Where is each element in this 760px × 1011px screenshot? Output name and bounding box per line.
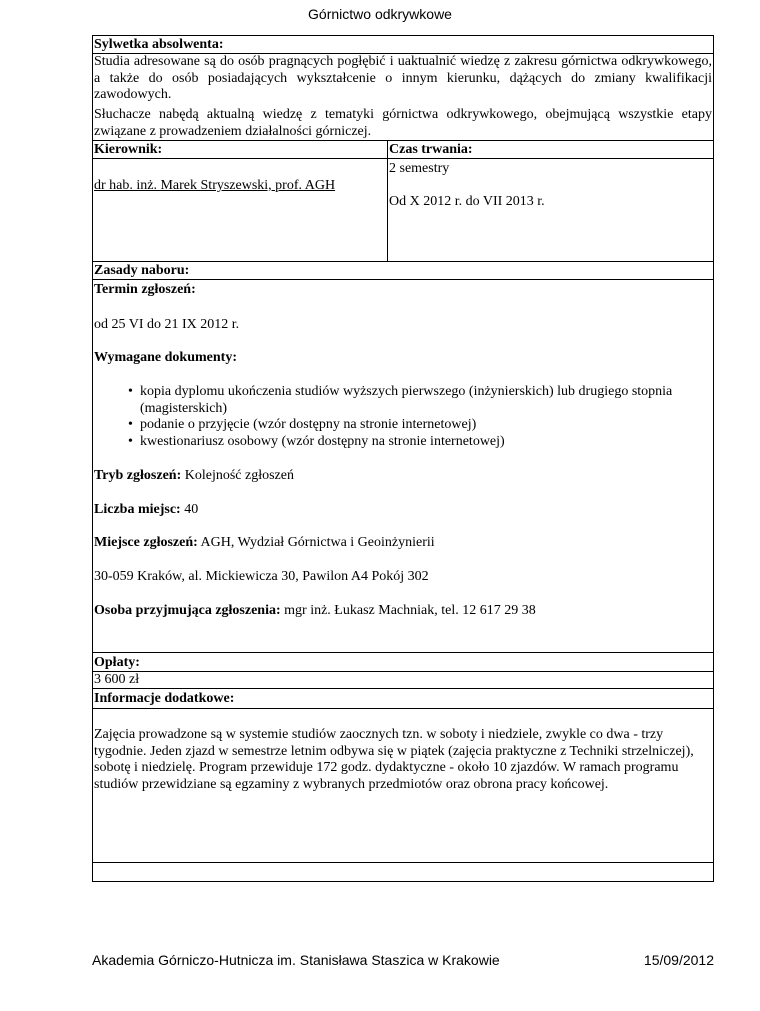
footer-date: 15/09/2012 bbox=[643, 952, 714, 968]
contact-line bbox=[94, 603, 536, 620]
place-line bbox=[94, 535, 435, 552]
divider bbox=[93, 158, 713, 159]
extra-label: Informacje dodatkowe: bbox=[94, 691, 235, 706]
page-title: Górnictwo odkrywkowe bbox=[308, 6, 452, 22]
mode-label: Tryb zgłoszeń: bbox=[94, 468, 182, 483]
admission-label: Zasady naboru: bbox=[94, 263, 190, 278]
duration-period: Od X 2012 r. do VII 2013 r. bbox=[389, 194, 545, 209]
profile-paragraph-2: Słuchacze nabędą aktualną wiedzę z tematyki górnictwa odkrywkowego, obejmującą wszystkie etapy związane z prowadzeniem działalności górniczej. bbox=[94, 107, 712, 139]
deadline-value: od 25 VI do 21 IX 2012 r. bbox=[94, 317, 240, 332]
deadline-label: Termin zgłoszeń: bbox=[94, 282, 196, 297]
divider bbox=[93, 708, 713, 709]
documents-label: Wymagane dokumenty: bbox=[94, 350, 237, 365]
places-value: 40 bbox=[184, 502, 199, 517]
extra-info-table bbox=[92, 688, 714, 863]
extra-text: Zajęcia prowadzone są w systemie studiów zaocznych tzn. w soboty i niedziele, zwykle co dwa - trzy tygodnie. Jeden zjazd w semestrze letnim odbywa się w piątek (zajęcia praktyczne z Techniki strzelniczej), sobotę i niedzielę. Program przewiduje 172 godz. dydaktyczne - około 10 zjazdów. W ramach programu studiów przewidziane są egzaminy z wybranych przedmiotów oraz obrona pracy końcowej. bbox=[94, 727, 694, 792]
documents-list bbox=[128, 384, 698, 450]
bullet-icon: • bbox=[128, 417, 133, 432]
mode-value: Kolejność zgłoszeń bbox=[184, 468, 294, 483]
document-item: podanie o przyjęcie (wzór dostępny na stronie internetowej) bbox=[140, 417, 477, 432]
profile-label: Sylwetka absolwenta: bbox=[94, 37, 224, 52]
document-item: kopia dyplomu ukończenia studiów wyższych pierwszego (inżynierskich) lub drugiego stopnia (magisterskich) bbox=[140, 384, 673, 416]
duration-semesters: 2 semestry bbox=[389, 161, 450, 176]
place-label: Miejsce zgłoszeń: bbox=[94, 535, 198, 550]
address: 30-059 Kraków, al. Mickiewicza 30, Pawilon A4 Pokój 302 bbox=[94, 569, 429, 584]
places-line bbox=[94, 502, 198, 519]
footer-institution: Akademia Górniczo-Hutnicza im. Stanisława Staszica w Krakowie bbox=[92, 952, 500, 968]
empty-row bbox=[92, 862, 714, 882]
divider bbox=[93, 652, 713, 653]
list-item bbox=[128, 384, 698, 417]
divider bbox=[93, 261, 713, 262]
document-item: kwestionariusz osobowy (wzór dostępny na stronie internetowej) bbox=[140, 433, 505, 449]
profile-paragraph-1: Studia adresowane są do osób pragnących pogłębić i uaktualnić wiedzę z zakresu górnictwa odkrywkowego, a także do osób posiadających wykształcenie o innym kierunku, dążących do zmiany kwalifikacji zawodowych. bbox=[94, 54, 712, 102]
divider bbox=[93, 279, 713, 280]
fees-value: 3 600 zł bbox=[94, 672, 140, 687]
list-item bbox=[128, 434, 698, 451]
bullet-icon: • bbox=[128, 384, 133, 399]
contact-value: mgr inż. Łukasz Machniak, tel. 12 617 29 38 bbox=[284, 603, 536, 618]
divider bbox=[93, 671, 713, 672]
bullet-icon: • bbox=[128, 433, 133, 449]
main-table bbox=[92, 35, 714, 689]
divider bbox=[93, 140, 713, 141]
place-value: AGH, Wydział Górnictwa i Geoinżynierii bbox=[200, 535, 435, 550]
contact-label: Osoba przyjmująca zgłoszenia: bbox=[94, 603, 281, 618]
places-label: Liczba miejsc: bbox=[94, 502, 181, 517]
fees-label: Opłaty: bbox=[94, 655, 140, 670]
list-item bbox=[128, 417, 698, 434]
manager-name: dr hab. inż. Marek Stryszewski, prof. AGH bbox=[94, 178, 336, 193]
manager-label: Kierownik: bbox=[94, 142, 163, 157]
mode-line bbox=[94, 468, 294, 485]
duration-label: Czas trwania: bbox=[389, 142, 473, 157]
